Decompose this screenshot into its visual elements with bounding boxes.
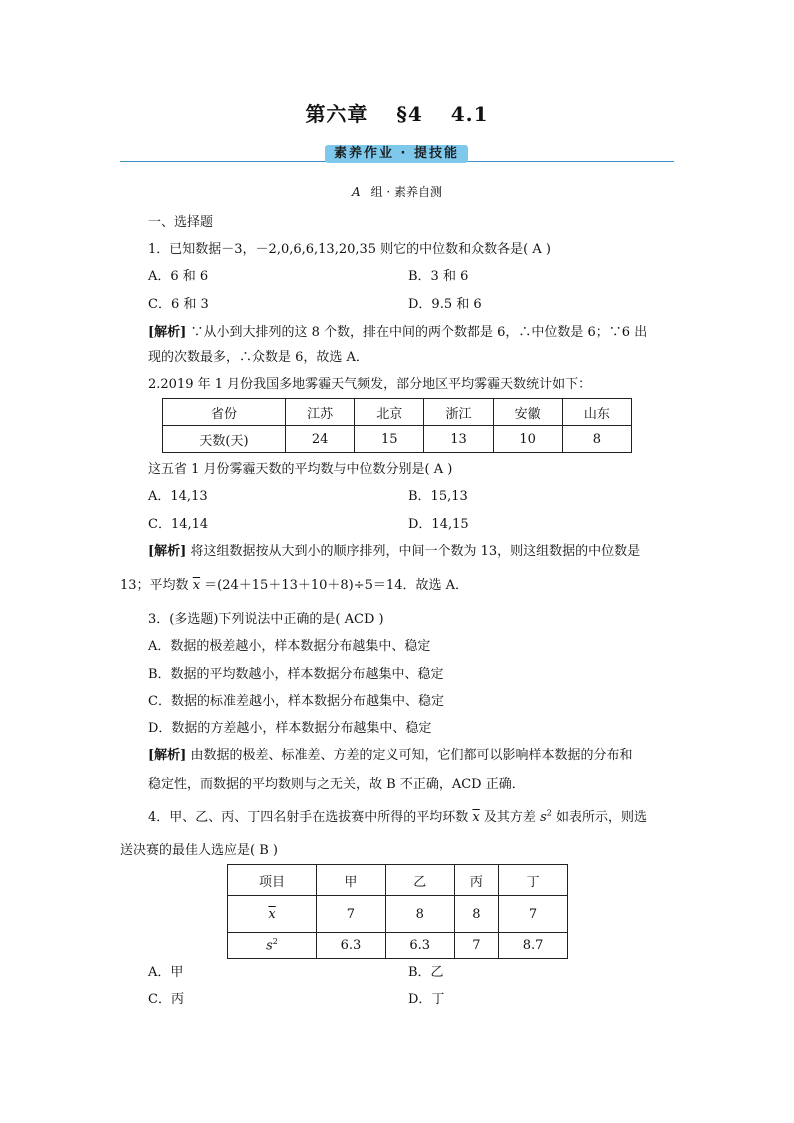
q4-stem-text-b: 及其方差 [483,810,536,825]
q1-analysis-line-2: 现的次数最多，∴众数是 6，故选 A． [148,350,369,365]
q4-table-cell: 6.3 [385,933,454,959]
q4-variance-exponent: 2 [546,808,552,818]
q1-option-c: C．6 和 3 [148,297,209,312]
q4-table-header: 丙 [454,865,498,896]
group-heading [0,183,794,200]
banner-label: 素养作业 · 提技能 [325,145,468,163]
group-title: 组 · 素养自测 [370,185,443,199]
q2-table-cell: 24 [286,426,355,453]
q4-table-cell: 8 [385,896,454,933]
q4-data-table [227,864,568,959]
q3-option-a: A．数据的极差越小，样本数据分布越集中、稳定 [148,639,431,654]
q4-stem-text-c: 如表所示，则选 [555,810,647,825]
q2-table-header: 北京 [355,399,424,426]
q4-table-header-row [228,865,568,896]
chapter-label: 第六章 [305,102,369,126]
q4-stem-line-2: 送决赛的最佳人选应是( B ) [120,843,278,858]
q3-stem: 3．(多选题)下列说法中正确的是( ACD ) [148,612,384,627]
q4-variance-symbol: s [540,810,547,825]
q4-table-row-label [228,896,317,933]
q3-option-d: D．数据的方差越小，样本数据分布越集中、稳定 [148,721,432,736]
q2-analysis-text-2b: ＝(24＋15＋13＋10＋8)÷5＝14．故选 A． [204,578,468,593]
q2-option-d: D．14,15 [408,517,469,532]
q4-table-cell: 7 [454,933,498,959]
q2-option-c: C．14,14 [148,517,209,532]
q4-table-header: 乙 [385,865,454,896]
q4-table-cell: 8 [454,896,498,933]
q2-analysis-text-2a: 13；平均数 [120,578,189,593]
q4-stem-text-a: 4．甲、乙、丙、丁四名射手在选拔赛中所得的平均环数 [148,810,469,825]
q2-table-cell: 13 [424,426,493,453]
q2-table-header: 江苏 [286,399,355,426]
q2-analysis-label: [解析] [148,544,187,559]
q2-table-header: 浙江 [424,399,493,426]
q2-table-cell: 10 [493,426,562,453]
q4-table-cell: 7 [317,896,386,933]
q2-mean-symbol: $\overline{x}$ [192,578,201,593]
q4-row-mean-symbol: $\overline{x}$ [268,906,276,922]
q4-table-row-label [228,933,317,959]
q4-table-cell: 6.3 [317,933,386,959]
q3-analysis-text-1: 由数据的极差、标准差、方差的定义可知，它们都可以影响样本数据的分布和 [190,748,633,763]
q4-table-cell: 7 [499,896,568,933]
q4-option-d: D．丁 [408,992,445,1007]
q2-table-cell: 8 [562,426,631,453]
q3-analysis-line-2: 稳定性，而数据的平均数则与之无关，故 B 不正确，ACD 正确． [148,777,525,792]
q1-analysis-label: [解析] [148,325,187,340]
q2-table-header-row [163,399,632,426]
q2-table-row-label: 天数(天) [163,426,286,453]
q4-stem-line-1 [148,806,647,825]
q2-option-a: A．14,13 [148,489,208,504]
q3-analysis-line-1 [148,744,632,763]
q1-option-a: A．6 和 6 [148,269,209,284]
q3-option-c: C．数据的标准差越小，样本数据分布越集中、稳定 [148,694,444,709]
q2-option-b: B．15,13 [408,489,468,504]
section-label: §4 [396,102,423,126]
q1-analysis-text-1: ∵从小到大排列的这 8 个数，排在中间的两个数都是 6，∴中位数是 6；∵6 出 [190,325,648,340]
group-letter: A [351,185,361,199]
q1-option-d: D．9.5 和 6 [408,297,482,312]
page-title [0,98,794,127]
q2-table-row [163,426,632,453]
q4-mean-symbol: $\overline{x}$ [472,810,480,825]
q1-analysis-line-1 [148,321,647,340]
q2-data-table [162,398,632,453]
subsection-label: 4.1 [450,102,489,126]
q4-table-header: 项目 [228,865,317,896]
q2-table-cell: 15 [355,426,424,453]
q4-row-variance-symbol: s [266,938,273,954]
q3-option-b: B．数据的平均数越小，样本数据分布越集中、稳定 [148,667,444,682]
q4-table-variance-row [228,933,568,959]
q2-table-header: 省份 [163,399,286,426]
q2-analysis-line-2 [120,574,468,593]
q4-table-header: 甲 [317,865,386,896]
q2-analysis-line-1 [148,540,640,559]
q2-table-header: 山东 [562,399,631,426]
q4-option-b: B．乙 [408,965,444,980]
q2-table-header: 安徽 [493,399,562,426]
q1-option-b: B．3 和 6 [408,269,469,284]
q4-table-header: 丁 [499,865,568,896]
q3-analysis-label: [解析] [148,748,187,763]
q1-stem: 1．已知数据－3，－2,0,6,6,13,20,35 则它的中位数和众数各是( A ) [148,242,551,257]
q2-question: 这五省 1 月份雾霾天数的平均数与中位数分别是( A ) [148,462,453,477]
q4-table-mean-row [228,896,568,933]
q4-row-variance-exponent: 2 [272,937,278,947]
q2-stem: 2.2019 年 1 月份我国多地雾霾天气频发，部分地区平均雾霾天数统计如下： [148,377,592,392]
q4-option-c: C．丙 [148,992,184,1007]
q2-analysis-text-1: 将这组数据按从大到小的顺序排列，中间一个数为 13，则这组数据的中位数是 [190,544,641,559]
q4-table-cell: 8.7 [499,933,568,959]
section-heading: 一、选择题 [148,215,214,230]
q4-option-a: A．甲 [148,965,184,980]
